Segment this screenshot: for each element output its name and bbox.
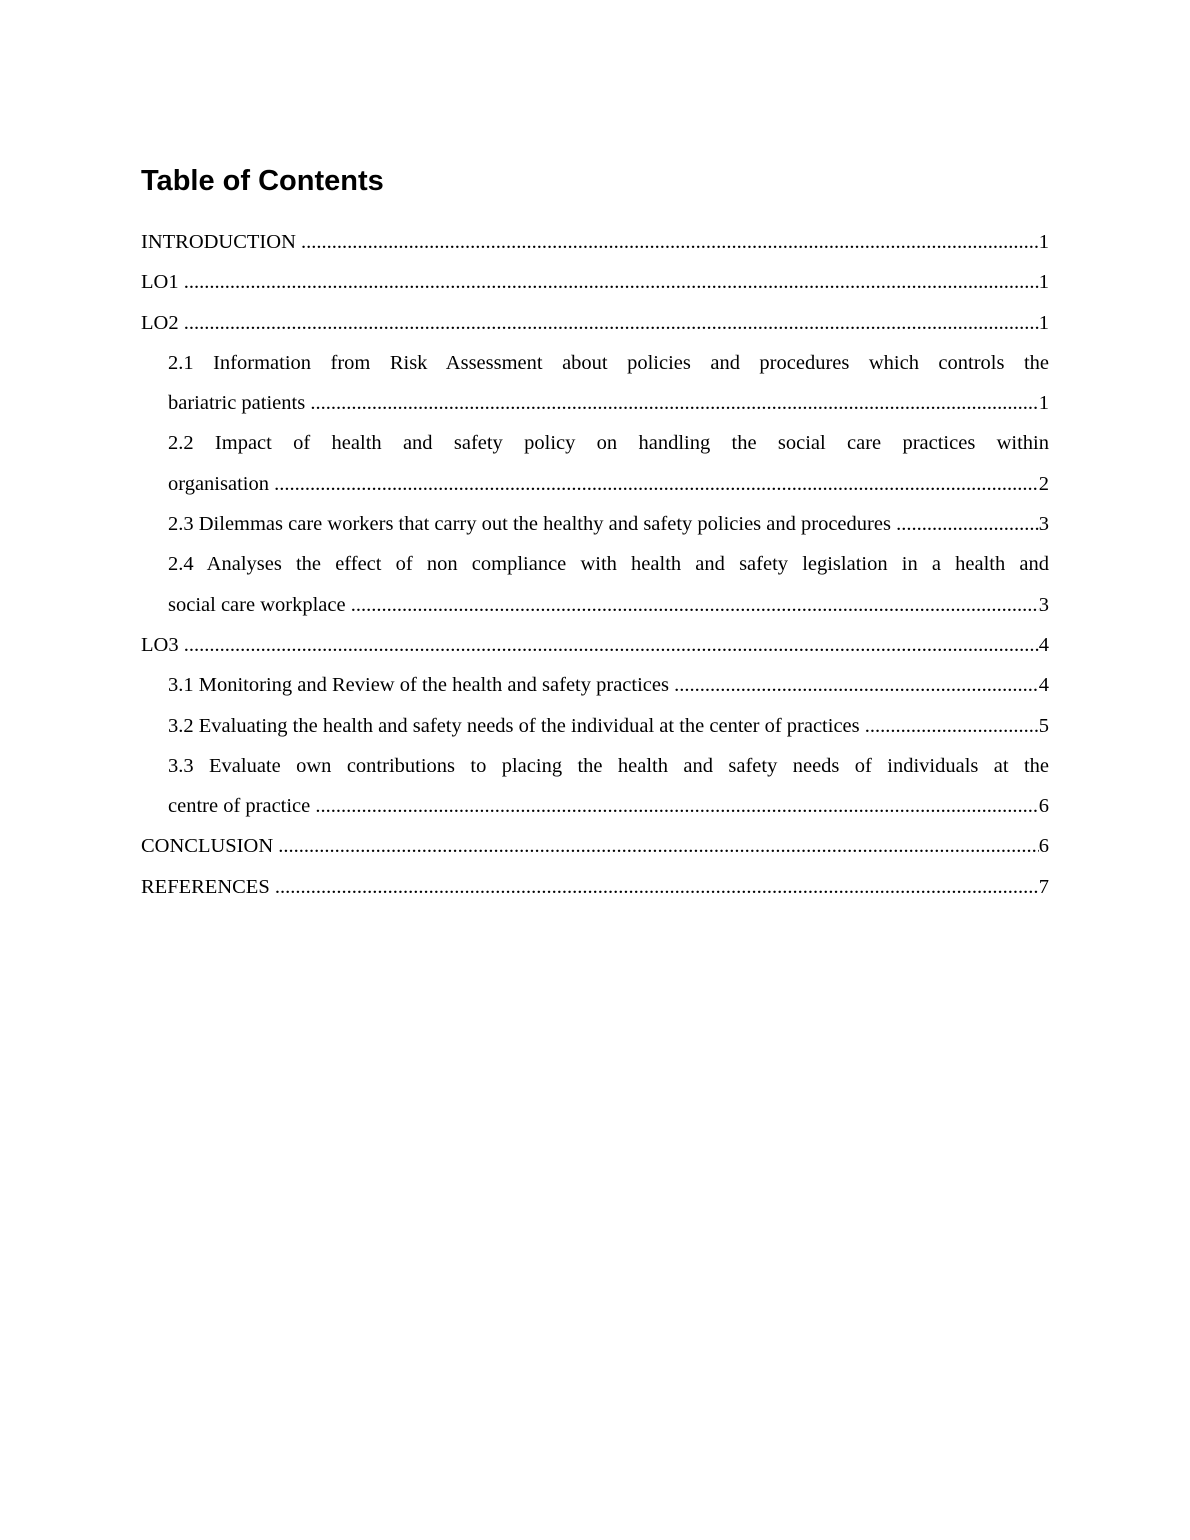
toc-entry-page-number: 3: [1039, 585, 1049, 625]
toc-entry-text: LO1 .....: [141, 271, 1049, 293]
toc-entry-line: [168, 786, 1049, 826]
toc-entry-text: INTRODUCTION .....: [141, 231, 1049, 253]
toc-entry-text: LO2 .....: [141, 312, 1049, 334]
toc-entry-page-number: 2: [1039, 464, 1049, 504]
toc-entry-line: [168, 383, 1049, 423]
toc-entry-text: 3.1 Monitoring and Review of the health and safety practices .....: [168, 674, 1049, 696]
toc-entry-line: [168, 706, 1049, 746]
toc-entry-line: [168, 665, 1049, 705]
toc-entry-text: social care workplace .....: [168, 594, 1049, 616]
toc-entry-text: CONCLUSION .....: [141, 835, 1049, 857]
toc-entry-line: [141, 222, 1049, 262]
toc-entry-text: REFERENCES .....: [141, 876, 1049, 898]
toc-entry-line: [168, 464, 1049, 504]
toc-entry-line: [168, 585, 1049, 625]
toc-entry-2-1[interactable]: [168, 343, 1049, 424]
toc-entry-line: [141, 826, 1049, 866]
toc-entry-introduction[interactable]: [141, 222, 1049, 262]
toc-entry-line: [141, 303, 1049, 343]
toc-entry-page-number: 4: [1039, 625, 1049, 665]
toc-entry-page-number: 3: [1039, 504, 1049, 544]
toc-entry-page-number: 4: [1039, 665, 1049, 705]
toc-entry-3-3[interactable]: [168, 746, 1049, 827]
toc-entry-lo1[interactable]: [141, 262, 1049, 302]
toc-entry-line: [141, 867, 1049, 907]
toc-entry-page-number: 1: [1039, 262, 1049, 302]
toc-title: Table of Contents: [141, 165, 384, 197]
toc-entry-conclusion[interactable]: [141, 826, 1049, 866]
toc-entry-first-line: 2.4 Analyses the effect of non compliance with health and safety legislation in a health and: [168, 553, 1049, 576]
toc-entry-line: [141, 262, 1049, 302]
table-of-contents: [141, 222, 1049, 907]
toc-entry-first-line: 3.3 Evaluate own contributions to placing the health and safety needs of individuals at the: [168, 754, 1049, 777]
toc-entry-text: LO3 .....: [141, 634, 1049, 656]
toc-entry-2-3[interactable]: [168, 504, 1049, 544]
toc-entry-text: centre of practice .....: [168, 795, 1049, 817]
toc-entry-page-number: 1: [1039, 222, 1049, 262]
toc-entry-lo3[interactable]: [141, 625, 1049, 665]
toc-entry-page-number: 1: [1039, 303, 1049, 343]
toc-entry-2-2[interactable]: [168, 423, 1049, 504]
toc-entry-3-1[interactable]: [168, 665, 1049, 705]
toc-entry-text: 3.2 Evaluating the health and safety needs of the individual at the center of practices .....: [168, 715, 1049, 737]
toc-entry-line: [168, 504, 1049, 544]
toc-entry-page-number: 6: [1039, 786, 1049, 826]
toc-entry-2-4[interactable]: [168, 544, 1049, 625]
toc-entry-text: organisation .....: [168, 473, 1049, 495]
toc-entry-first-line: 2.1 Information from Risk Assessment about policies and procedures which controls the: [168, 351, 1049, 374]
toc-entry-references[interactable]: [141, 867, 1049, 907]
toc-entry-first-line: 2.2 Impact of health and safety policy on handling the social care practices within: [168, 432, 1049, 455]
toc-entry-page-number: 7: [1039, 867, 1049, 907]
toc-entry-line: [141, 625, 1049, 665]
toc-entry-3-2[interactable]: [168, 706, 1049, 746]
toc-entry-text: bariatric patients .....: [168, 392, 1049, 414]
toc-entry-page-number: 5: [1039, 706, 1049, 746]
toc-entry-page-number: 1: [1039, 383, 1049, 423]
toc-entry-text: 2.3 Dilemmas care workers that carry out the healthy and safety policies and procedures .....: [168, 513, 1049, 535]
toc-entry-page-number: 6: [1039, 826, 1049, 866]
toc-entry-lo2[interactable]: [141, 303, 1049, 343]
